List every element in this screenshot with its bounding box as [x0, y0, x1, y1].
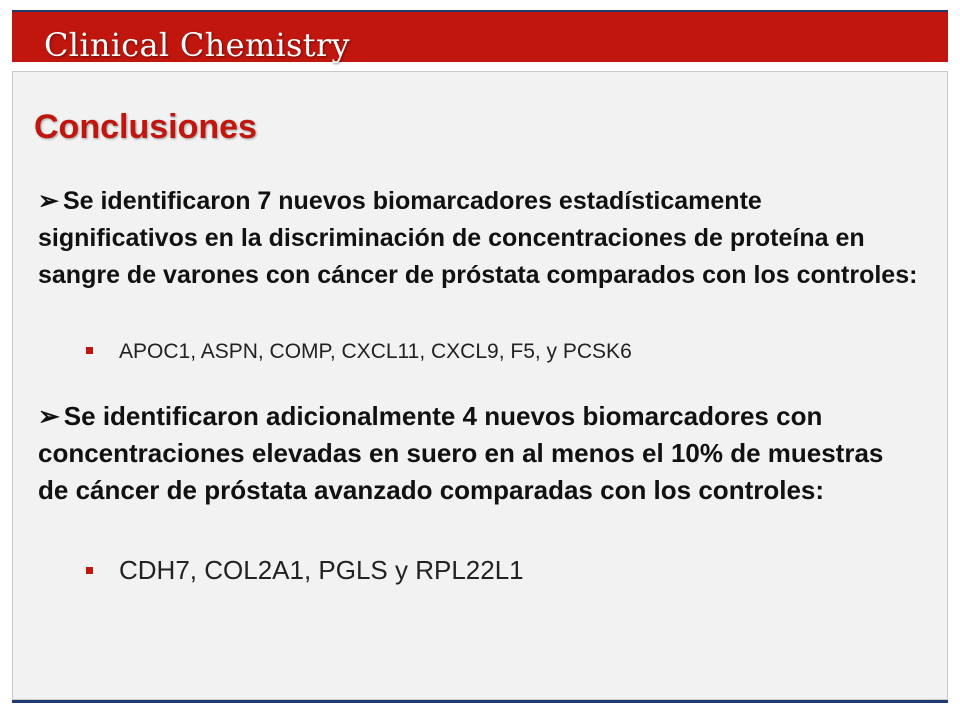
sub-bullet-text-2: CDH7, COL2A1, PGLS y RPL22L1 — [119, 555, 524, 585]
header-bar — [12, 12, 948, 62]
bullet-text-2: Se identificaron adicionalmente 4 nuevos biomarcadores con concentraciones elevadas en suero en al menos el 10% de muestras de cáncer de próstata avanzado comparadas con los controles: — [38, 401, 884, 505]
bottom-rule — [12, 700, 948, 703]
content-panel — [12, 71, 948, 700]
slide-title: Conclusiones — [34, 108, 257, 146]
sub-bullet-text-1: APOC1, ASPN, COMP, CXCL11, CXCL9, F5, y PCSK6 — [119, 340, 632, 363]
bullet-item-1 — [38, 183, 918, 294]
square-bullet-icon — [86, 347, 93, 354]
bullet-item-2 — [38, 398, 918, 509]
journal-title: Clinical Chemistry — [44, 26, 350, 64]
square-bullet-icon — [86, 567, 93, 574]
sub-bullet-item-2 — [86, 555, 524, 586]
arrow-bullet-icon: ➢ — [38, 187, 59, 215]
sub-bullet-item-1 — [86, 340, 632, 364]
arrow-bullet-icon: ➢ — [38, 401, 60, 431]
bullet-text-1: Se identificaron 7 nuevos biomarcadores estadísticamente significativos en la discriminación de concentraciones de proteína en sangre de varones con cáncer de próstata comparados con los controles: — [38, 187, 918, 289]
